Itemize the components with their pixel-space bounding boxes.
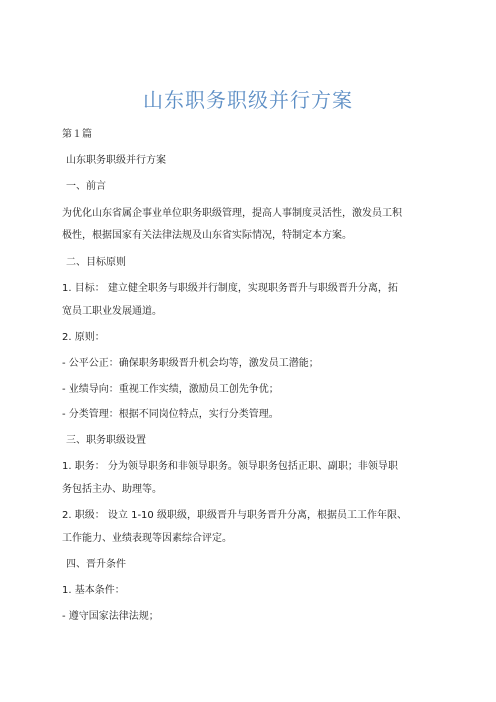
section-label: 第１篇 bbox=[62, 129, 92, 140]
heading-setup: 三、职务职级设置 bbox=[66, 435, 146, 446]
paragraph-line: 2. 职级： 设立 1-10 级职级，职级晋升与职务晋升分离，根据员工工作年限、 bbox=[62, 510, 407, 521]
heading-intro: 一、前言 bbox=[66, 181, 106, 192]
paragraph-line: 极性，根据国家有关法律法规及山东省实际情况，特制定本方案。 bbox=[62, 230, 352, 241]
heading-goals: 二、目标原则 bbox=[66, 257, 126, 268]
paragraph-line: 1. 目标： 建立健全职务与职级并行制度，实现职务晋升与职级晋升分离，拓 bbox=[62, 283, 398, 294]
paragraph-line: 务包括主办、助理等。 bbox=[62, 484, 162, 495]
paragraph-line: 宽员工职业发展通道。 bbox=[62, 306, 162, 317]
list-item: - 分类管理：根据不同岗位特点，实行分类管理。 bbox=[62, 409, 279, 420]
document-title: 山东职务职级并行方案 bbox=[143, 88, 353, 112]
paragraph-line: 为优化山东省属企事业单位职务职级管理，提高人事制度灵活性，激发员工积 bbox=[62, 208, 402, 219]
list-item: - 业绩导向：重视工作实绩，激励员工创先争优； bbox=[62, 384, 279, 395]
list-item: - 公平公正：确保职务职级晋升机会均等，激发员工潜能； bbox=[62, 358, 319, 369]
list-label: 2. 原则： bbox=[62, 332, 105, 343]
paragraph-line: 工作能力、业绩表现等因素综合评定。 bbox=[62, 533, 232, 544]
heading-promotion: 四、晋升条件 bbox=[66, 559, 126, 570]
subtitle: 山东职务职级并行方案 bbox=[66, 155, 166, 166]
paragraph-line: 1. 职务： 分为领导职务和非领导职务。领导职务包括正职、副职；非领导职 bbox=[62, 461, 398, 472]
list-item: - 遵守国家法律法规； bbox=[62, 611, 159, 622]
list-label: 1. 基本条件： bbox=[62, 585, 125, 596]
